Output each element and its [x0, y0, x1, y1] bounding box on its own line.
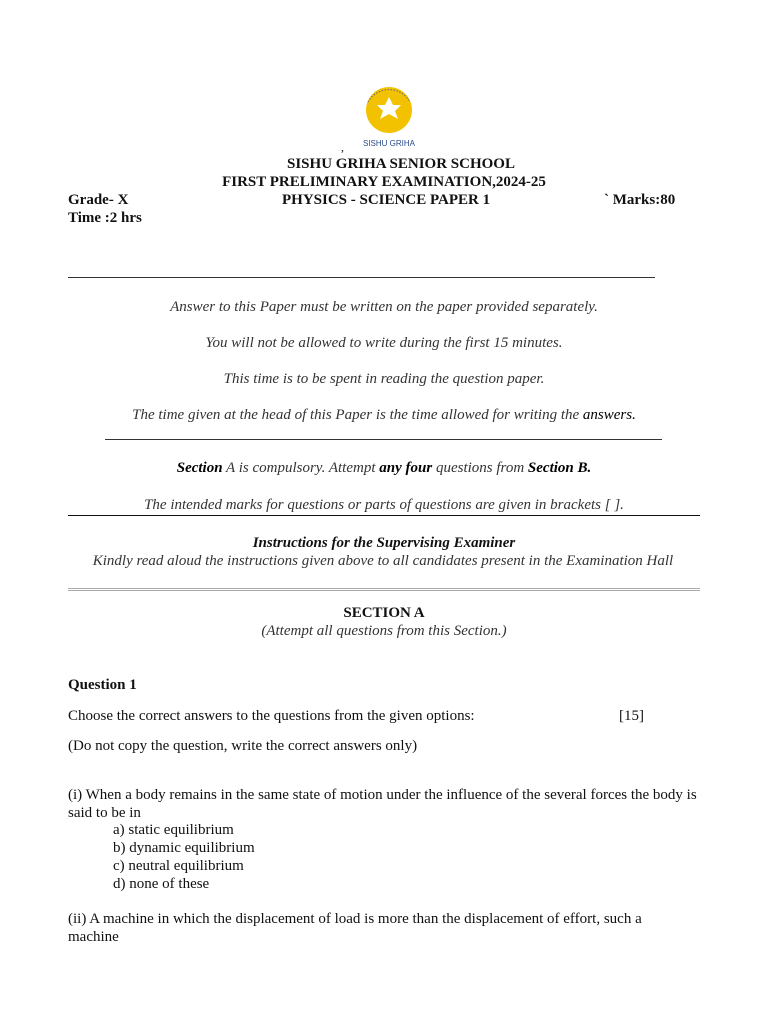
exam-title: FIRST PRELIMINARY EXAMINATION,2024-25 — [222, 174, 546, 190]
instruction-line: You will not be allowed to write during the first 15 minutes. — [205, 335, 563, 351]
sub-question-text: (ii) A machine in which the displacement of load is more than the displacement of effort, such a — [68, 911, 642, 927]
instruction-text: questions from — [432, 460, 528, 476]
question-prompt: Choose the correct answers to the questions from the given options: — [68, 708, 475, 724]
divider — [68, 277, 655, 278]
question-note: (Do not copy the question, write the correct answers only) — [68, 738, 418, 754]
subject-title: PHYSICS - SCIENCE PAPER 1 — [282, 192, 491, 208]
time-label: Time :2 hrs — [68, 210, 142, 226]
instruction-emphasis: Section — [176, 460, 223, 476]
instruction-emphasis: any four — [379, 460, 433, 476]
instruction-emphasis: answers. — [582, 407, 636, 423]
option: b) dynamic equilibrium — [113, 840, 255, 856]
option: c) neutral equilibrium — [113, 858, 244, 874]
marks-note: The intended marks for questions or parts of questions are given in brackets [ ]. — [144, 497, 624, 513]
sub-question-text: machine — [68, 929, 119, 945]
sub-question-text: (i) When a body remains in the same state of motion under the influence of the several forces the body is — [68, 787, 697, 803]
marks-label: ` Marks:80 — [604, 192, 676, 208]
instruction-line: Answer to this Paper must be written on the paper provided separately. — [170, 299, 598, 315]
grade-label: Grade- X — [68, 192, 129, 208]
divider — [105, 439, 662, 440]
school-logo — [352, 84, 426, 150]
instruction-line — [0, 407, 768, 424]
option: a) static equilibrium — [113, 822, 234, 838]
school-name: SISHU GRIHA SENIOR SCHOOL — [287, 156, 515, 172]
question-heading: Question 1 — [68, 677, 137, 693]
question-marks: [15] — [619, 708, 644, 724]
divider — [68, 515, 700, 516]
section-subtitle: (Attempt all questions from this Section.) — [261, 623, 507, 639]
school-logo-emblem — [352, 84, 426, 150]
stray-mark: , — [341, 140, 344, 154]
sub-question-text: said to be in — [68, 805, 141, 821]
divider — [68, 588, 700, 591]
section-instruction — [0, 460, 768, 477]
supervisor-text: Kindly read aloud the instructions given above to all candidates present in the Examination Hall — [92, 553, 674, 569]
option: d) none of these — [113, 876, 210, 892]
instruction-text: The time given at the head of this Paper is the time allowed for writing the — [132, 407, 583, 423]
logo-text: SISHU GRIHA — [362, 139, 416, 148]
supervisor-title: Instructions for the Supervising Examiner — [252, 535, 516, 551]
instruction-text: A is compulsory. Attempt — [222, 460, 380, 476]
instruction-line: This time is to be spent in reading the question paper. — [223, 371, 545, 387]
instruction-emphasis: Section B. — [527, 460, 592, 476]
section-title: SECTION A — [343, 605, 425, 621]
